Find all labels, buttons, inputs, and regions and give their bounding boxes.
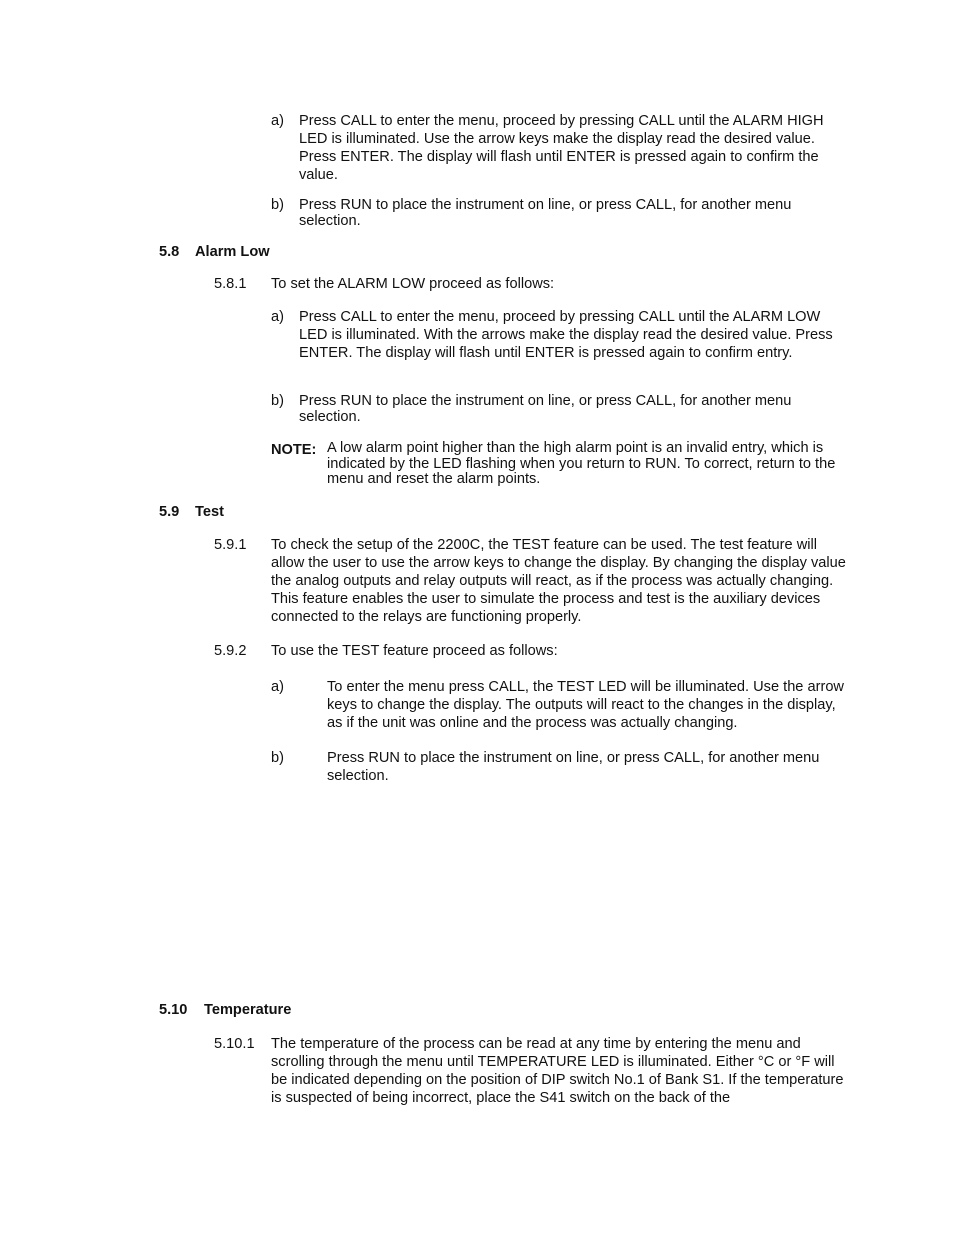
list-item-alarm-low-a bbox=[271, 308, 846, 362]
list-text: Press RUN to place the instrument on line, or press CALL, for another menu selection. bbox=[327, 750, 820, 784]
section-number: 5.8 bbox=[159, 244, 180, 260]
paragraph-5-10-1 bbox=[214, 1035, 854, 1107]
note-label: NOTE: bbox=[271, 442, 317, 458]
list-item-alarm-high-a bbox=[271, 112, 851, 184]
list-label: b) bbox=[271, 393, 284, 409]
list-text: Press CALL to enter the menu, proceed by pressing CALL until the ALARM LOW LED is illuminated. With the arrows make the display read the desired value. Press ENTER. The display will flash until ENTER is pressed again to confirm entry. bbox=[299, 309, 833, 361]
paragraph-number: 5.10.1 bbox=[214, 1036, 255, 1052]
list-label: a) bbox=[271, 679, 284, 695]
note-block bbox=[271, 441, 853, 488]
paragraph-text: To use the TEST feature proceed as follows: bbox=[271, 643, 558, 659]
section-title: Test bbox=[195, 504, 224, 520]
paragraph-5-8-1 bbox=[214, 275, 851, 293]
list-label: a) bbox=[271, 309, 284, 325]
list-label: b) bbox=[271, 750, 284, 766]
section-heading-alarm-low bbox=[159, 243, 270, 261]
list-text: Press RUN to place the instrument on line, or press CALL, for another menu selection. bbox=[299, 197, 792, 229]
paragraph-text: To check the setup of the 2200C, the TEST feature can be used. The test feature will allow the user to use the arrow keys to change the display. By changing the display value the analog outputs and relay outputs will react, as if the process was actually changing. This feature enables the user to simulate the process and test is the auxiliary devices connected to the relays are functioning properly. bbox=[271, 537, 846, 625]
section-number: 5.10 bbox=[159, 1002, 188, 1018]
list-item-alarm-low-b bbox=[271, 394, 851, 425]
list-text: To enter the menu press CALL, the TEST LED will be illuminated. Use the arrow keys to change the display. The outputs will react to the changes in the display, as if the unit was online and the process was actually changing. bbox=[327, 679, 844, 731]
list-item-test-b bbox=[271, 749, 831, 785]
paragraph-5-9-1 bbox=[214, 536, 851, 626]
list-label: a) bbox=[271, 113, 284, 129]
note-text: A low alarm point higher than the high alarm point is an invalid entry, which is indicated by the LED flashing when you return to RUN. To correct, return to the menu and reset the alarm points. bbox=[327, 440, 836, 487]
section-heading-test bbox=[159, 503, 224, 521]
section-number: 5.9 bbox=[159, 504, 180, 520]
paragraph-number: 5.8.1 bbox=[214, 276, 247, 292]
list-label: b) bbox=[271, 197, 284, 213]
paragraph-text: The temperature of the process can be read at any time by entering the menu and scrolling through the menu until TEMPERATURE LED is illuminated. Either °C or °F will be indicated depending on the position of DIP switch No.1 of Bank S1. If the temperature is suspected of being incorrect, place the S41 switch on the back of the bbox=[271, 1036, 844, 1106]
list-item-test-a bbox=[271, 678, 853, 732]
paragraph-5-9-2 bbox=[214, 642, 851, 660]
paragraph-number: 5.9.2 bbox=[214, 643, 247, 659]
list-text: Press RUN to place the instrument on line, or press CALL, for another menu selection. bbox=[299, 393, 792, 425]
paragraph-text: To set the ALARM LOW proceed as follows: bbox=[271, 276, 555, 292]
list-text: Press CALL to enter the menu, proceed by pressing CALL until the ALARM HIGH LED is illuminated. Use the arrow keys make the display read the desired value. Press ENTER. The display will flash until ENTER is pressed again to confirm the value. bbox=[299, 113, 824, 183]
section-title: Alarm Low bbox=[195, 244, 270, 260]
list-item-alarm-high-b bbox=[271, 198, 851, 229]
section-title: Temperature bbox=[204, 1002, 292, 1018]
section-heading-temperature bbox=[159, 1001, 291, 1019]
paragraph-number: 5.9.1 bbox=[214, 537, 247, 553]
